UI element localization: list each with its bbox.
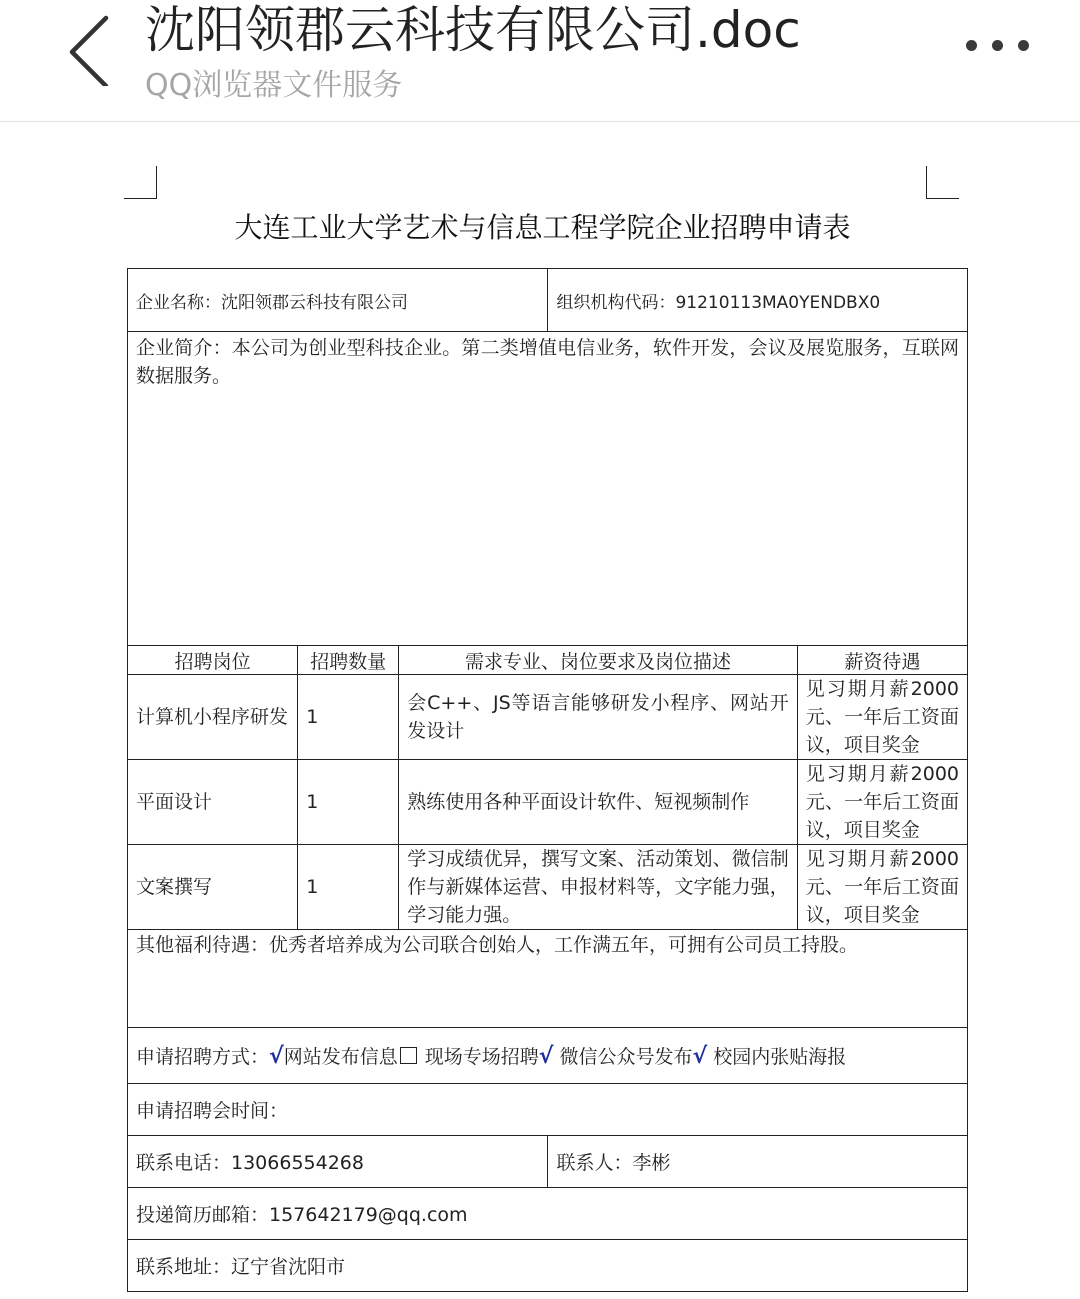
document-title: 沈阳领郡云科技有限公司.doc [145, 1, 801, 59]
job-description: 熟练使用各种平面设计软件、短视频制作 [399, 760, 797, 845]
job-salary: 见习期月薪2000元、一年后工资面议，项目奖金 [797, 845, 967, 930]
job-position: 计算机小程序研发 [128, 675, 298, 760]
job-description: 学习成绩优异，撰写文案、活动策划、微信制作与新媒体运营、申报材料等，文字能力强，学习能力强。 [399, 845, 797, 930]
method-wechat: 微信公众号发布 [559, 1046, 693, 1068]
crop-mark-left [124, 166, 157, 199]
top-bar [0, 0, 1080, 122]
form-title: 大连工业大学艺术与信息工程学院企业招聘申请表 [234, 211, 851, 244]
header-salary: 薪资待遇 [797, 646, 967, 675]
recruitment-form [127, 268, 968, 1292]
methods-label: 申请招聘方式： [136, 1046, 270, 1068]
other-benefits: 其他福利待遇：优秀者培养成为公司联合创始人，工作满五年，可拥有公司员工持股。 [128, 930, 968, 1028]
table-row [128, 845, 968, 930]
meeting-time: 申请招聘会时间： [128, 1084, 968, 1136]
method-poster: 校园内张贴海报 [713, 1046, 847, 1068]
unchecked-box-icon [400, 1047, 417, 1064]
job-description: 会C++、JS等语言能够研发小程序、网站开发设计 [399, 675, 797, 760]
crop-mark-right [926, 166, 959, 199]
recruit-methods [128, 1028, 968, 1084]
more-dots-icon[interactable] [962, 40, 1034, 56]
header-count: 招聘数量 [298, 646, 399, 675]
company-intro: 企业简介：本公司为创业型科技企业。第二类增值电信业务，软件开发，会议及展览服务，互联网数据服务。 [128, 332, 968, 646]
header-position: 招聘岗位 [128, 646, 298, 675]
company-name-cell: 企业名称：沈阳领郡云科技有限公司 [128, 269, 548, 332]
resume-email: 投递简历邮箱：157642179@qq.com [128, 1188, 968, 1240]
method-onsite: 现场专场招聘 [424, 1046, 539, 1068]
job-position: 文案撰写 [128, 845, 298, 930]
table-row [128, 675, 968, 760]
job-position: 平面设计 [128, 760, 298, 845]
contact-person: 联系人：李彬 [548, 1136, 968, 1188]
job-salary: 见习期月薪2000元、一年后工资面议，项目奖金 [797, 760, 967, 845]
table-row [128, 760, 968, 845]
method-website: 网站发布信息 [283, 1046, 398, 1068]
document-source: QQ浏览器文件服务 [145, 68, 403, 103]
contact-phone: 联系电话：13066554268 [128, 1136, 548, 1188]
chevron-left-icon[interactable] [62, 14, 122, 86]
job-count: 1 [298, 760, 399, 845]
check-mark-icon: √ [269, 1044, 284, 1069]
check-mark-icon: √ [538, 1044, 554, 1069]
job-salary: 见习期月薪2000元、一年后工资面议，项目奖金 [797, 675, 967, 760]
org-code-cell: 组织机构代码：91210113MA0YENDBX0 [548, 269, 968, 332]
contact-address: 联系地址：辽宁省沈阳市 [128, 1240, 968, 1292]
job-count: 1 [298, 675, 399, 760]
header-description: 需求专业、岗位要求及岗位描述 [399, 646, 797, 675]
job-count: 1 [298, 845, 399, 930]
check-mark-icon: √ [692, 1044, 708, 1069]
